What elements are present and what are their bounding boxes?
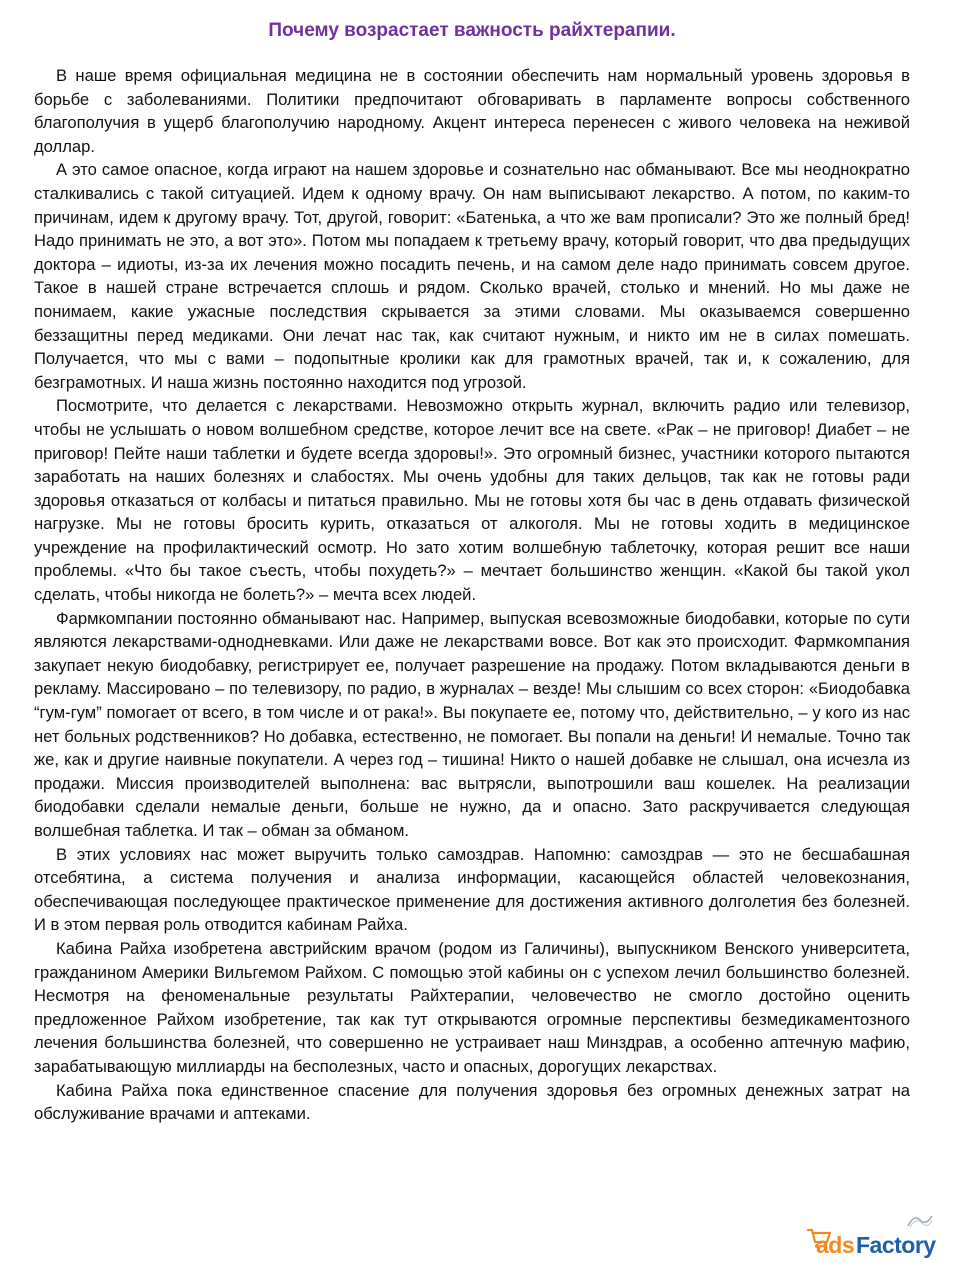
paragraph-7: Кабина Райха пока единственное спасение для получения здоровья без огромных денежных затрат на обслуживание врачами и аптеками. xyxy=(34,1080,910,1124)
paragraph-4: Фармкомпании постоянно обманывают нас. Например, выпуская всевозможные биодобавки, которые по сути являются лекарствами-однодневками. Или даже не лекарствами вовсе. Вот как это происходит. Фармкомпания закупает некую биодобавку, регистрирует ее, получает разрешение на продажу. Потом вкладываются деньги в рекламу. Массировано – по телевизору, по радио, в журналах – везде! Мы слышим со всех сторон: «Биодобавка “гум-гум” помогает от всего, в том числе и от рака!». Вы покупаете ее, потому что, действительно, – у кого из нас нет больных родственников? Но добавка, естественно, не помогает. Вы попали на деньги! И немалые. Точно так же, как и другие наивные покупатели. А через год – тишина! Никто о нашей добавке не слышал, она исчезла из продажи. Миссия производителей выполнена: вас вытрясли, выпотрошили ваш кошелек. На реализации биодобавки сделали немалые деньги, больше не нужно, да и опасно. Зато раскручивается следующая волшебная таблетка. И так – обман за обманом. xyxy=(34,608,910,840)
paragraph-5: В этих условиях нас может выручить только самоздрав. Напомню: самоздрав — это не бесшабашная отсебятина, а система получения и анализа информации, касающейся областей человекознания, обеспечивающая последующее практическое применение для достижения активного долголетия без болезней. И в этом первая роль отводится кабинам Райха. xyxy=(34,844,910,935)
paragraph-6: Кабина Райха изобретена австрийским врачом (родом из Галичины), выпускником Венского университета, гражданином Америки Вильгемом Райхом. С помощью этой кабины он с успехом лечил большинство болезней. Несмотря на феноменальные результаты Райхтерапии, человечество не смогло достойно оценить предложенное Райхом изобретение, так как тут открываются огромные перспективы безмедикаментозного лечения большинства болезней, что совершенно не устраивает наш Минздрав, а особенно аптечную мафию, зарабатывающую миллиарды на бесполезных, часто и опасных, дорогущих лекарствах. xyxy=(34,938,910,1076)
watermark-brand-factory: Factory xyxy=(856,1232,936,1258)
paragraph-3: Посмотрите, что делается с лекарствами. Невозможно открыть журнал, включить радио или телевизор, чтобы не услышать о новом волшебном средстве, которое лечит все на свете. «Рак – не приговор! Диабет – не приговор! Пейте наши таблетки и будете всегда здоровы!». Это огромный бизнес, участники которого пытаются заработать на наших болезнях и слабостях. Мы очень удобны для таких дельцов, так как не готовы ради здоровья отказаться от колбасы и питаться правильно. Мы не готовы хотя бы час в день отдавать физической нагрузке. Мы не готовы бросить курить, отказаться от алкоголя. Мы не готовы ходить в медицинское учреждение на профилактический осмотр. Но зато хотим волшебную таблеточку, которая решит все наши проблемы. «Что бы такое съесть, чтобы похудеть?» – мечтает большинство женщин. «Какой бы такой укол сделать, чтобы никогда не болеть?» – мечта всех людей. xyxy=(34,396,910,605)
adsfactory-watermark xyxy=(806,1222,938,1266)
paragraph-2: А это самое опасное, когда играют на нашем здоровье и сознательно нас обманывают. Все мы неоднократно сталкивались с такой ситуацией. Идем к одному врачу. Он нам выписывают лекарство. А потом, по каким-то причинам, идем к другому врачу. Тот, другой, говорит: «Батенька, а что же вам прописали? Это же полный бред! Надо принимать не это, а вот это». Потом мы попадаем к третьему врачу, который говорит, что два предыдущих доктора – идиоты, из-за их лечения можно посадить печень, и на самом деле надо принимать совсем другое. Такое в нашей стране встречается сплошь и рядом. Сколько врачей, столько и мнений. Но мы даже не понимаем, какие ужасные последствия скрывается за этими словами. Мы оказываемся совершенно беззащитны перед медиками. Они лечат нас так, как считают нужным, и никто им не в силах помешать. Получается, что мы с вами – подопытные кролики как для грамотных врачей, так и, к сожалению, для безграмотных. И наша жизнь постоянно находится под угрозой. xyxy=(34,160,910,392)
document-page xyxy=(34,18,910,1126)
paragraph-1: В наше время официальная медицина не в состоянии обеспечить нам нормальный уровень здоровья в борьбе с заболеваниями. Политики предпочитают обговаривать в парламенте вопросы собственного благополучия в ущерб благополучию народному. Акцент интереса перенесен с живого человека на неживой доллар. xyxy=(34,66,910,156)
document-title: Почему возрастает важность райхтерапии. xyxy=(268,20,676,41)
watermark-brand-ads: ads xyxy=(816,1232,855,1258)
flag-icon xyxy=(906,1212,934,1228)
